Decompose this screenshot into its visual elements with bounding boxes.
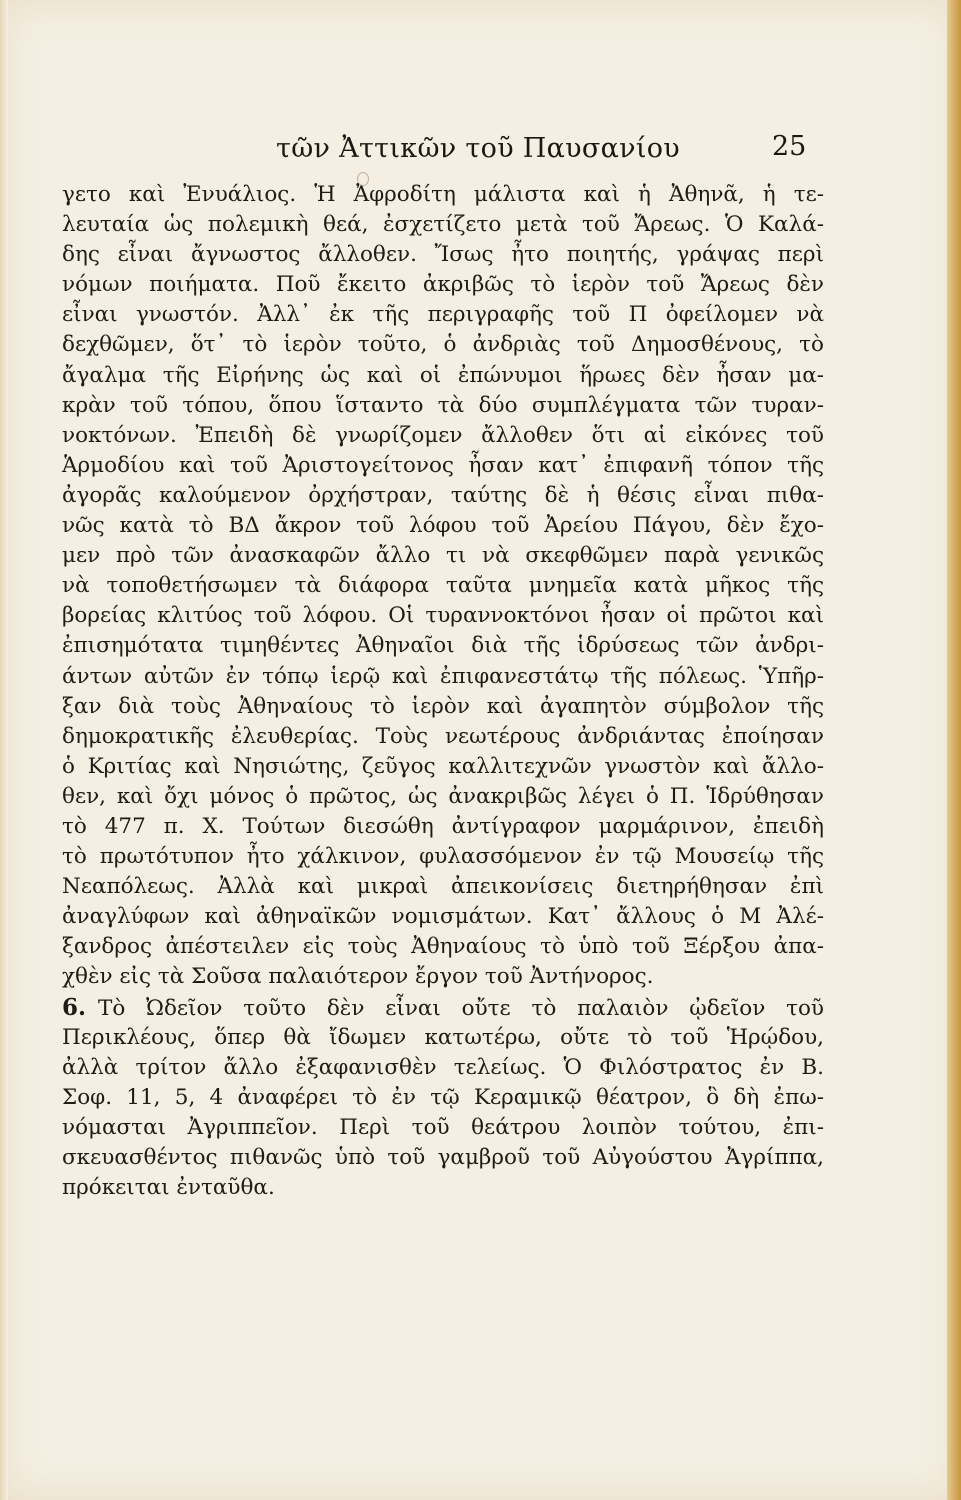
text-line: ἀλλὰ τρίτον ἄλλο ἐξαφανισθὲν τελείως. Ὁ Φιλόστρατος ἐν Β. xyxy=(62,1054,824,1080)
text-line: λευταία ὡς πολεμικὴ θεά, ἐσχετίζετο μετὰ τοῦ Ἄρεως. Ὁ Καλά- xyxy=(62,212,824,238)
section-number: 6. xyxy=(62,993,87,1021)
text-line: νὰ τοποθετήσωμεν τὰ διάφορα ταῦτα μνημεῖα κατὰ μῆκος τῆς xyxy=(62,573,824,599)
text-line: ἄγαλμα τῆς Εἰρήνης ὡς καὶ οἱ ἐπώνυμοι ἥρωες δὲν ἦσαν μα- xyxy=(62,362,824,388)
text-line: πρόκειται ἐνταῦθα. xyxy=(62,1175,275,1201)
text-line: ὁ Κριτίας καὶ Νησιώτης, ζεῦγος καλλιτεχνῶν γνωστὸν καὶ ἄλλο- xyxy=(62,753,824,779)
text-line: νῶς κατὰ τὸ ΒΔ ἄκρον τοῦ λόφου τοῦ Ἀρείου Πάγου, δὲν ἔχο- xyxy=(62,513,824,539)
text-line: Νεαπόλεως. Ἀλλὰ καὶ μικραὶ ἀπεικονίσεις διετηρήθησαν ἐπὶ xyxy=(62,874,824,900)
text-line: ξαν διὰ τοὺς Ἀθηναίους τὸ ἱερὸν καὶ ἀγαπητὸν σύμβολον τῆς xyxy=(62,693,824,719)
body-text xyxy=(62,180,824,1203)
text-line: Περικλέους, ὅπερ θὰ ἴδωμεν κατωτέρω, οὔτε τὸ τοῦ Ἡρῴδου, xyxy=(62,1024,824,1050)
text-line: Ἁρμοδίου καὶ τοῦ Ἀριστογείτονος ἦσαν κατ᾽ ἐπιφανῆ τόπον τῆς xyxy=(62,452,824,478)
text-line: εἶναι γνωστόν. Ἀλλ᾽ ἐκ τῆς περιγραφῆς τοῦ Π ὀφείλομεν νὰ xyxy=(62,302,824,328)
text-line: τὸ 477 π. Χ. Τούτων διεσώθη ἀντίγραφον μαρμάρινον, ἐπειδὴ xyxy=(62,813,824,839)
text-line: ἀναγλύφων καὶ ἀθηναϊκῶν νομισμάτων. Κατ᾽ ἄλλους ὁ Μ Ἀλέ- xyxy=(62,904,824,930)
running-header: τῶν Ἀττικῶν τοῦ Παυσανίου xyxy=(276,133,681,164)
text-line: κρὰν τοῦ τόπου, ὅπου ἵσταντο τὰ δύο συμπλέγματα τῶν τυραν- xyxy=(62,392,824,418)
section-first-line xyxy=(62,993,824,1023)
text-line: γετο καὶ Ἐνυάλιος. Ἡ Ἀφροδίτη μάλιστα καὶ ἡ Ἀθηνᾶ, ἡ τε- xyxy=(62,182,824,207)
text-line: σκευασθέντος πιθανῶς ὑπὸ τοῦ γαμβροῦ τοῦ Αὐγούστου Ἀγρίππα, xyxy=(62,1145,824,1170)
section-line-text: Τὸ Ὠδεῖον τοῦτο δὲν εἶναι οὔτε τὸ παλαιὸν ᾠδεῖον τοῦ xyxy=(98,995,824,1021)
text-line: δεχθῶμεν, ὅτ᾽ τὸ ἱερὸν τοῦτο, ὁ ἀνδριὰς τοῦ Δημοσθένους, τὸ xyxy=(62,332,824,358)
text-line: βορείας κλιτύος τοῦ λόφου. Οἱ τυραννοκτόνοι ἦσαν οἱ πρῶτοι καὶ xyxy=(62,603,824,629)
text-line: άντων αὐτῶν ἐν τόπῳ ἱερῷ καὶ ἐπιφανεστάτῳ τῆς πόλεως. Ὑπῆρ- xyxy=(62,663,824,689)
page-number: 25 xyxy=(772,131,807,162)
text-line: μεν πρὸ τῶν ἀνασκαφῶν ἄλλο τι νὰ σκεφθῶμεν παρὰ γενικῶς xyxy=(62,543,824,569)
text-line: νόμασται Ἀγριππεῖον. Περὶ τοῦ θεάτρου λοιπὸν τούτου, ἐπι- xyxy=(62,1114,824,1140)
text-line: χθὲν εἰς τὰ Σοῦσα παλαιότερον ἔργον τοῦ Ἀντήνορος. xyxy=(62,964,654,990)
text-line: Σοφ. 11, 5, 4 ἀναφέρει τὸ ἐν τῷ Κεραμικῷ θέατρον, ὃ δὴ ἐπω- xyxy=(62,1084,824,1110)
text-line: θεν, καὶ ὄχι μόνος ὁ πρῶτος, ὡς ἀνακριβῶς λέγει ὁ Π. Ἱδρύθησαν xyxy=(62,783,824,809)
page-right-edge xyxy=(947,0,961,1500)
text-line: ἐπισημότατα τιμηθέντες Ἀθηναῖοι διὰ τῆς ἱδρύσεως τῶν ἀνδρι- xyxy=(62,633,824,659)
text-line: δημοκρατικῆς ἐλευθερίας. Τοὺς νεωτέρους ἀνδριάντας ἐποίησαν xyxy=(62,723,824,749)
text-line: νόμων ποιήματα. Ποῦ ἔκειτο ἀκριβῶς τὸ ἱερὸν τοῦ Ἄρεως δὲν xyxy=(62,272,824,298)
text-line: νοκτόνων. Ἐπειδὴ δὲ γνωρίζομεν ἄλλοθεν ὅτι αἱ εἰκόνες τοῦ xyxy=(62,422,824,448)
page-left-edge xyxy=(0,0,8,1500)
text-line: ἀγορᾶς καλούμενον ὀρχήστραν, ταύτης δὲ ἡ θέσις εἶναι πιθα- xyxy=(62,482,824,508)
text-line: δης εἶναι ἄγνωστος ἄλλοθεν. Ἴσως ἦτο ποιητής, γράψας περὶ xyxy=(62,242,824,268)
text-line: ξανδρος ἀπέστειλεν εἰς τοὺς Ἀθηναίους τὸ ὑπὸ τοῦ Ξέρξου ἀπα- xyxy=(62,934,824,960)
text-line: τὸ πρωτότυπον ἦτο χάλκινον, φυλασσόμενον ἐν τῷ Μουσείῳ τῆς xyxy=(62,844,824,870)
